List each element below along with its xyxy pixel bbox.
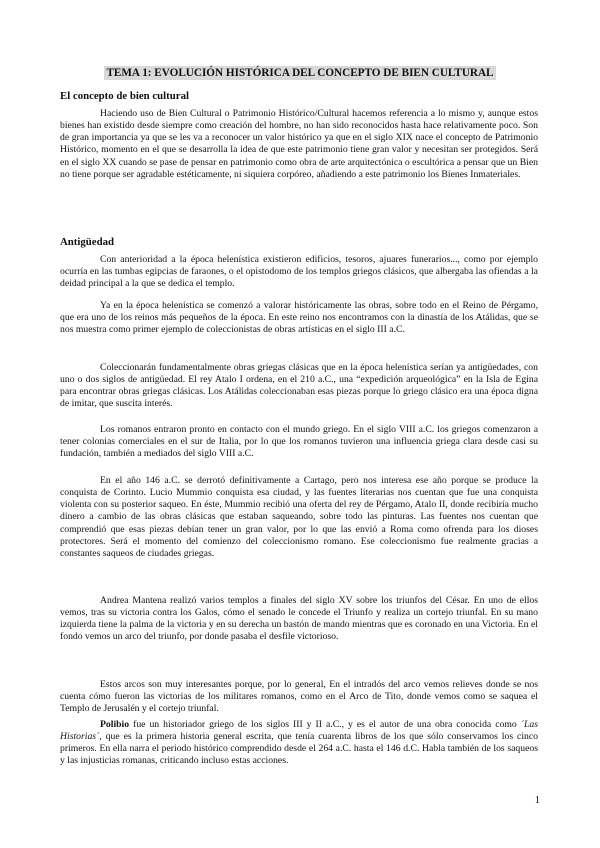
section-heading-bien-cultural: El concepto de bien cultural [60, 90, 189, 102]
document-title [82, 66, 518, 80]
polibio-text-1: fue un historiador griego de los siglos III y II a.C., y es el autor de una obra conocida como [129, 719, 521, 730]
paragraph-bien-cultural: Haciendo uso de Bien Cultural o Patrimonio Histórico/Cultural hacemos referencia a lo mismo y, aunque estos bienes han existido desde siempre como creación del hombre, no han sido reconocidos hasta hace relativamente poco. Son de gran importancia ya que se les va a reconocer un valor histórico ya que en el siglo XIX nace el concepto de Patrimonio Histórico, momento en el que se desarrolla la idea de que este patrimonio tiene gran valor y necesitan ser protegidos. Será en el siglo XX cuando se pase de pensar en patrimonio como obra de arte arquitectónica o escultórica a pensar que un Bien no tiene porque ser agradable estéticamente, ni siquiera corpóreo, añadiendo a este patrimonio los Bienes Inmateriales. [60, 108, 538, 180]
paragraph-antiguedad-3: Coleccionarán fundamentalmente obras griegas clásicas que en la época helenística serían ya antigüedades, con uno o dos siglos de antigüedad. El rey Atalo I ordena, en el 210 a.C., una “expedición arqueológica” en la Isla de Egina para encontrar obras griegas clásicas. Los Atálidas coleccionaban esas piezas porque lo griego clásico era una época digna de imitar, que suscita interés. [60, 362, 538, 410]
paragraph-antiguedad-1: Con anterioridad a la época helenística existieron edificios, tesoros, ajuares funerarios..., como por ejemplo ocurría en las tumbas egipcias de faraones, o el opistodomo de los templos griegos clásicos, que albergaba las ofiendas a la deidad principal a la que se dedica el templo. [60, 254, 538, 290]
paragraph-antiguedad-6: Andrea Mantena realizó varios templos a finales del siglo XV sobre los triunfos del César. En uno de ellos vemos, tras su victoria contra los Galos, cómo el senado le concede el Triunfo y realiza un cortejo triunfal. En su mano izquierda tiene la palma de la victoria y en su derecha un bastón de mando mientras que es coronado en una Victoria. En el fondo vemos un arco del triunfo, por donde pasaba el desfile victorioso. [60, 595, 538, 643]
paragraph-polibio [60, 719, 538, 768]
polibio-text-2: , que es la primera historia general escrita, que tenía cuarenta libros de los que sólo conservamos los cinco primeros. En ella narra el periodo histórico comprendido desde el 264 a.C. hasta el 146 d.C. Habla también de los saqueos y las injusticias romanas, criticando incluso estas acciones. [60, 731, 538, 767]
document-title-text: TEMA 1: EVOLUCIÓN HISTÓRICA DEL CONCEPTO DE BIEN CULTURAL [106, 67, 494, 79]
polibio-work-title: ´Las Historias´ [60, 719, 538, 743]
section-heading-antiguedad: Antigüedad [60, 236, 115, 248]
paragraph-antiguedad-5: En el año 146 a.C. se derrotó definitivamente a Cartago, pero nos interesa ese año porque se produce la conquista de Corinto. Lucio Mummio conquista esa ciudad, y las fuentes literarias nos cuentan que fue una conquista violenta con su posterior saqueo. En éste, Mummio recibió una oferta del rey de Pérgamo, Atalo II, donde recibiría mucho dinero a cambio de las obras clásicas que estaban saqueando, sobre todo las pinturas. Las fuentes nos cuentan que comprendió que esas piezas debían tener un gran valor, por lo que las envió a Roma como ofrenda para los dioses protectores. Será el momento del comienzo del coleccionismo romano. Ese coleccionismo fue realmente gracias a constantes saqueos de ciudades griegas. [60, 475, 538, 559]
paragraph-antiguedad-7: Estos arcos son muy interesantes porque, por lo general, En el intradós del arco vemos relieves donde se nos cuenta cómo fueron las victorias de los militares romanos, como en el Arco de Tito, donde vemos como se saquea el Templo de Jerusalén y el cortejo triunfal. [60, 679, 538, 715]
paragraph-antiguedad-4: Los romanos entraron pronto en contacto con el mundo griego. En el siglo VIII a.C. los griegos comenzaron a tener colonias comerciales en el sur de Italia, por lo que los romanos tuvieron una influencia griega clara desde casi su fundación, también a mediados del siglo VIII a.C. [60, 424, 538, 460]
page-number: 1 [534, 795, 540, 806]
polibio-name: Polibio [100, 719, 130, 730]
paragraph-antiguedad-2: Ya en la época helenística se comenzó a valorar históricamente las obras, sobre todo en el Reino de Pérgamo, que era uno de los reinos más pequeños de la época. En este reino nos encontramos con la dinastía de los Atálidas, que se nos muestra como primer ejemplo de coleccionistas de obras artísticas en el siglo III a.C. [60, 300, 538, 336]
